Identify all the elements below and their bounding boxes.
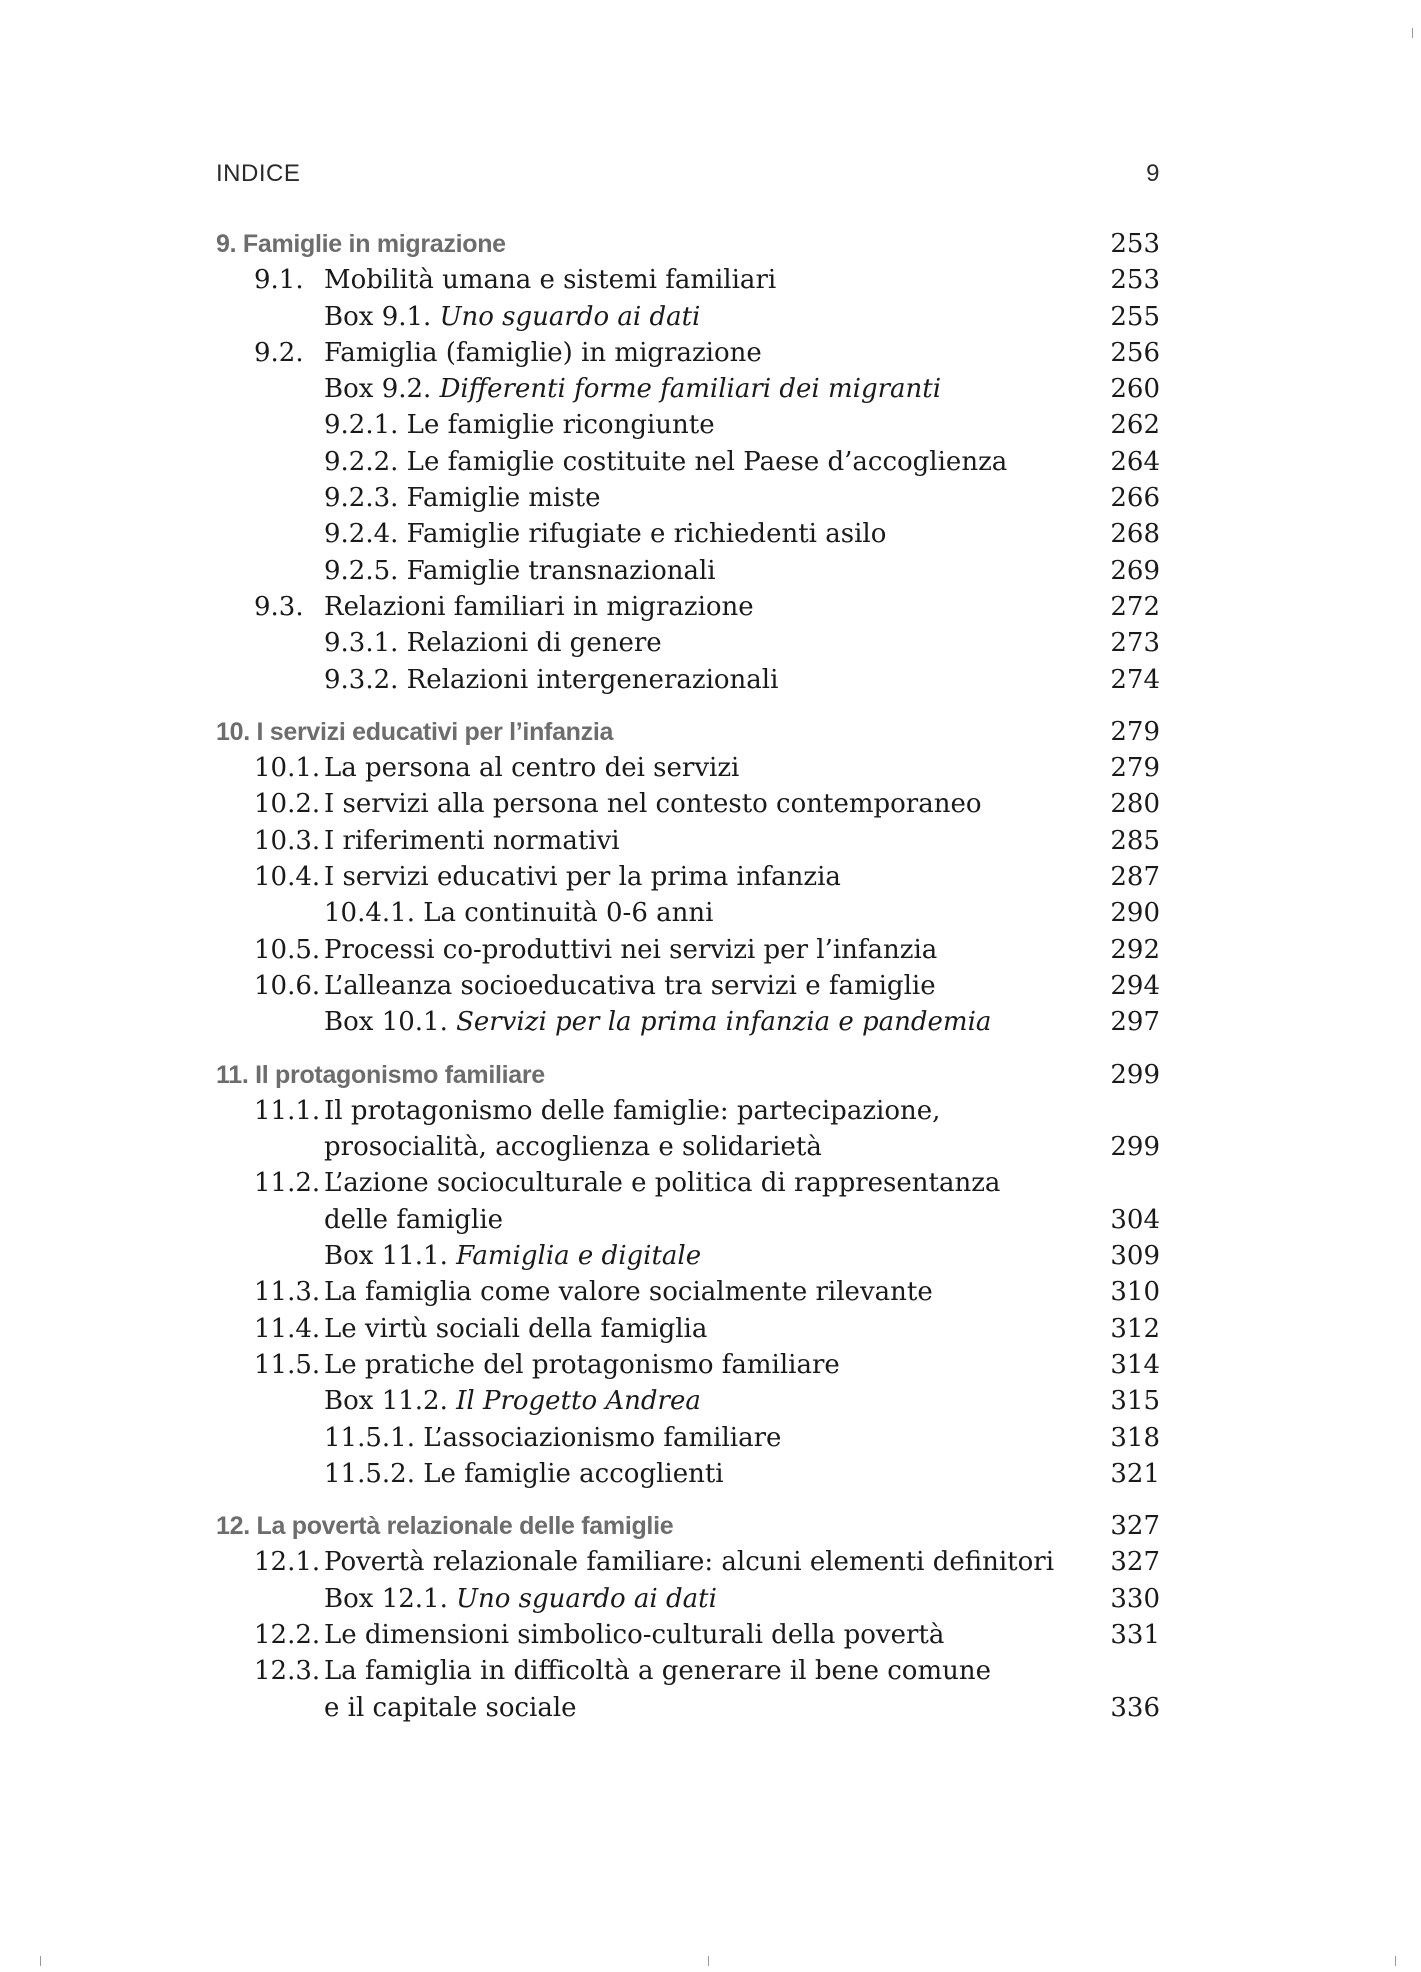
toc-chapter: [216, 226, 1160, 262]
toc-entry: [216, 516, 1160, 552]
toc-entry-title: [254, 262, 776, 298]
toc-entry-title: [254, 823, 620, 859]
toc-box-title: Uno sguardo ai dati: [439, 301, 701, 332]
toc-text: 11.5.1. L’associazionismo familiare: [324, 1422, 782, 1453]
toc-text: Le virtù sociali della famiglia: [324, 1313, 708, 1344]
toc-entry: [216, 625, 1160, 661]
toc-entry-title: [324, 1238, 701, 1274]
toc-entry: [216, 299, 1160, 335]
toc-section-number: 12.1.: [254, 1547, 321, 1578]
page-number: 9: [1146, 160, 1160, 187]
toc-section-number: 9.1.: [254, 265, 304, 296]
toc-text: La famiglia in difficoltà a generare il bene comune: [324, 1656, 991, 1687]
toc-section-number: 9.3.: [254, 591, 304, 622]
toc-entry-title: [324, 480, 601, 516]
running-head: [216, 160, 1160, 188]
toc-entry-title: [324, 1383, 701, 1419]
toc-entry: [216, 371, 1160, 407]
toc-page-number: 336: [1110, 1692, 1160, 1723]
toc-text: 9.2.2. Le famiglie costituite nel Paese d’accoglienza: [324, 446, 1008, 477]
toc-entry: [216, 1456, 1160, 1492]
toc-entry: [216, 480, 1160, 516]
toc-chapter: [216, 714, 1160, 750]
toc-entry: [216, 1238, 1160, 1274]
toc-page-number: 294: [1110, 970, 1160, 1001]
toc-text: I servizi alla persona nel contesto contemporaneo: [324, 789, 982, 820]
toc-text: Processi co-produttivi nei servizi per l’infanzia: [324, 934, 938, 965]
toc-entry: [216, 444, 1160, 480]
toc-entry-title: [254, 786, 982, 822]
toc-entry: [216, 750, 1160, 786]
toc-entry: [216, 1581, 1160, 1617]
toc-text: I riferimenti normativi: [324, 825, 620, 856]
toc-page-number: 327: [1110, 1547, 1160, 1578]
toc-page-number: 268: [1110, 519, 1160, 550]
toc-entry: [216, 662, 1160, 698]
toc-entry-title: [254, 1653, 991, 1689]
toc-entry: [216, 1274, 1160, 1310]
toc-text: La persona al centro dei servizi: [324, 753, 740, 784]
toc-page-number: 269: [1110, 555, 1160, 586]
toc-page-number: 312: [1110, 1313, 1160, 1344]
toc-page-number: 253: [1110, 265, 1160, 296]
running-head-title: INDICE: [216, 160, 301, 187]
toc-entry-title: [324, 1581, 717, 1617]
toc-section-number: 11.1.: [254, 1095, 321, 1126]
crop-mark-bottom-right: [1395, 1956, 1396, 1966]
toc-section-number: 11.2.: [254, 1168, 321, 1199]
toc-text: L’azione socioculturale e politica di rappresentanza: [324, 1168, 1001, 1199]
toc-entry: [216, 553, 1160, 589]
toc-chapter-title: 11. Il protagonismo familiare: [216, 1060, 545, 1089]
toc-entry: [216, 1347, 1160, 1383]
toc-entry-title: [324, 1456, 724, 1492]
toc-chapter-title: 12. La povertà relazionale delle famiglie: [216, 1512, 674, 1541]
toc-entry-title: [324, 371, 941, 407]
toc-text: prosocialità, accoglienza e solidarietà: [324, 1132, 822, 1163]
toc-entry-title: [254, 1311, 707, 1347]
toc-page-number: 310: [1110, 1277, 1160, 1308]
toc-page-number: 304: [1110, 1204, 1160, 1235]
toc-entry: [216, 968, 1160, 1004]
toc-text: 11.5.2. Le famiglie accoglienti: [324, 1458, 724, 1489]
toc-box-title: Il Progetto Andrea: [456, 1386, 701, 1417]
toc-text: Mobilità umana e sistemi familiari: [324, 265, 777, 296]
toc-text: 10.4.1. La continuità 0-6 anni: [324, 898, 714, 929]
toc-text: 9.2.1. Le famiglie ricongiunte: [324, 410, 715, 441]
toc-chapter: [216, 1508, 1160, 1544]
toc-section-number: 10.6.: [254, 970, 321, 1001]
toc-chapter-title: 10. I servizi educativi per l’infanzia: [216, 717, 614, 746]
toc-text: Relazioni familiari in migrazione: [324, 591, 754, 622]
toc-box-label: Box 10.1.: [324, 1007, 457, 1038]
toc-entry: [216, 1004, 1160, 1040]
toc-page-number: 309: [1110, 1241, 1160, 1272]
toc-section-number: 9.2.: [254, 337, 304, 368]
toc-text: Le pratiche del protagonismo familiare: [324, 1349, 840, 1380]
toc-text: e il capitale sociale: [324, 1692, 577, 1723]
toc-section-number: 11.3.: [254, 1277, 321, 1308]
toc-section-number: 11.5.: [254, 1349, 321, 1380]
toc-page-number: 253: [1110, 229, 1160, 259]
toc-entry-title: [254, 932, 937, 968]
toc-page-number: 260: [1110, 374, 1160, 405]
toc-entry-title: [254, 1347, 840, 1383]
toc-page-number: 314: [1110, 1349, 1160, 1380]
toc-page-number: 318: [1110, 1422, 1160, 1453]
toc-page-number: 299: [1110, 1132, 1160, 1163]
toc-page-number: 279: [1110, 753, 1160, 784]
toc-box-title: Uno sguardo ai dati: [456, 1583, 717, 1614]
toc-page-number: 273: [1110, 628, 1160, 659]
toc-page-number: 292: [1110, 934, 1160, 965]
toc-section-number: 12.3.: [254, 1656, 321, 1687]
toc-section-number: 10.5.: [254, 934, 321, 965]
toc-entry: [216, 589, 1160, 625]
toc-section-number: 11.4.: [254, 1313, 321, 1344]
toc-entry-title: [324, 516, 886, 552]
toc-entry-title: [324, 895, 713, 931]
toc-entry-title: [254, 859, 841, 895]
toc-entry-title: [324, 1129, 822, 1165]
toc-page-number: 285: [1110, 825, 1160, 856]
toc-text: L’alleanza socioeducativa tra servizi e famiglie: [324, 970, 936, 1001]
toc-entry: [216, 823, 1160, 859]
toc-entry: [216, 1202, 1160, 1238]
toc-entry: [216, 407, 1160, 443]
toc-section-number: 10.3.: [254, 825, 321, 856]
toc-page-number: 266: [1110, 483, 1160, 514]
toc-box-label: Box 12.1.: [324, 1583, 457, 1614]
toc-chapter: [216, 1057, 1160, 1093]
toc-page-number: 279: [1110, 716, 1160, 747]
table-of-contents: [216, 226, 1160, 1726]
crop-mark-bottom-center: [708, 1956, 709, 1966]
toc-entry: [216, 1311, 1160, 1347]
toc-entry-title: [254, 968, 936, 1004]
toc-entry: [216, 1129, 1160, 1165]
toc-page-number: 299: [1110, 1059, 1160, 1090]
toc-text: Le dimensioni simbolico-culturali della povertà: [324, 1619, 945, 1650]
toc-entry: [216, 1544, 1160, 1580]
toc-entry-title: [324, 299, 700, 335]
toc-entry-title: [254, 335, 762, 371]
toc-box-label: Box 11.1.: [324, 1241, 457, 1272]
toc-section-number: 10.2.: [254, 789, 321, 820]
toc-text: 9.2.3. Famiglie miste: [324, 483, 601, 514]
toc-section-number: 10.1.: [254, 753, 321, 784]
toc-entry-title: [254, 1544, 1054, 1580]
toc-entry: [216, 1093, 1160, 1129]
toc-box-label: Box 9.2.: [324, 374, 440, 405]
toc-section-number: 12.2.: [254, 1619, 321, 1650]
toc-text: 9.3.2. Relazioni intergenerazionali: [324, 664, 779, 695]
crop-mark-bottom-left: [40, 1956, 41, 1966]
toc-text: Il protagonismo delle famiglie: partecipazione,: [324, 1095, 941, 1126]
toc-entry: [216, 262, 1160, 298]
toc-chapter-title: 9. Famiglie in migrazione: [216, 230, 506, 258]
toc-text: Famiglia (famiglie) in migrazione: [324, 337, 762, 368]
toc-entry: [216, 932, 1160, 968]
toc-page-number: 287: [1110, 862, 1160, 893]
toc-text: 9.3.1. Relazioni di genere: [324, 628, 662, 659]
toc-box-title: Famiglia e digitale: [456, 1241, 702, 1272]
toc-text: I servizi educativi per la prima infanzia: [324, 862, 841, 893]
toc-entry: [216, 859, 1160, 895]
toc-page-number: 321: [1110, 1458, 1160, 1489]
toc-entry-title: [324, 1202, 503, 1238]
toc-section-number: 10.4.: [254, 862, 321, 893]
toc-page-number: 274: [1110, 664, 1160, 695]
toc-page-number: 264: [1110, 446, 1160, 477]
toc-page-number: 262: [1110, 410, 1160, 441]
toc-entry: [216, 1165, 1160, 1201]
toc-text: delle famiglie: [324, 1204, 504, 1235]
toc-entry-title: [254, 1165, 1000, 1201]
toc-box-title: Differenti forme familiari dei migranti: [439, 374, 942, 405]
crop-mark-top-right: [1412, 28, 1413, 38]
toc-entry-title: [254, 1274, 933, 1310]
toc-entry-title: [254, 589, 754, 625]
toc-page-number: 255: [1110, 301, 1160, 332]
toc-text: La famiglia come valore socialmente rilevante: [324, 1277, 933, 1308]
toc-entry-title: [324, 1690, 577, 1726]
toc-entry: [216, 1420, 1160, 1456]
toc-text: 9.2.4. Famiglie rifugiate e richiedenti asilo: [324, 519, 887, 550]
toc-entry-title: [254, 750, 739, 786]
toc-entry: [216, 786, 1160, 822]
toc-entry: [216, 335, 1160, 371]
toc-entry-title: [324, 625, 662, 661]
toc-entry-title: [324, 1420, 781, 1456]
toc-text: 9.2.5. Famiglie transnazionali: [324, 555, 716, 586]
toc-entry: [216, 1617, 1160, 1653]
toc-text: Povertà relazionale familiare: alcuni elementi definitori: [324, 1547, 1055, 1578]
toc-entry-title: [324, 444, 1007, 480]
toc-entry-title: [324, 407, 715, 443]
toc-page-number: 327: [1110, 1511, 1160, 1542]
toc-page-number: 290: [1110, 898, 1160, 929]
toc-page-number: 315: [1110, 1386, 1160, 1417]
toc-box-title: Servizi per la prima infanzia e pandemia: [456, 1007, 992, 1038]
toc-entry: [216, 1690, 1160, 1726]
toc-entry-title: [254, 1093, 940, 1129]
toc-entry: [216, 895, 1160, 931]
toc-page-number: 330: [1110, 1583, 1160, 1614]
toc-page-number: 256: [1110, 337, 1160, 368]
toc-box-label: Box 11.2.: [324, 1386, 457, 1417]
toc-page-number: 272: [1110, 591, 1160, 622]
toc-entry-title: [324, 1004, 991, 1040]
toc-entry-title: [324, 553, 716, 589]
toc-entry: [216, 1383, 1160, 1419]
toc-page-number: 331: [1110, 1619, 1160, 1650]
toc-entry-title: [254, 1617, 944, 1653]
toc-page-number: 297: [1110, 1007, 1160, 1038]
toc-box-label: Box 9.1.: [324, 301, 440, 332]
toc-entry: [216, 1653, 1160, 1689]
toc-entry-title: [324, 662, 778, 698]
toc-page-number: 280: [1110, 789, 1160, 820]
